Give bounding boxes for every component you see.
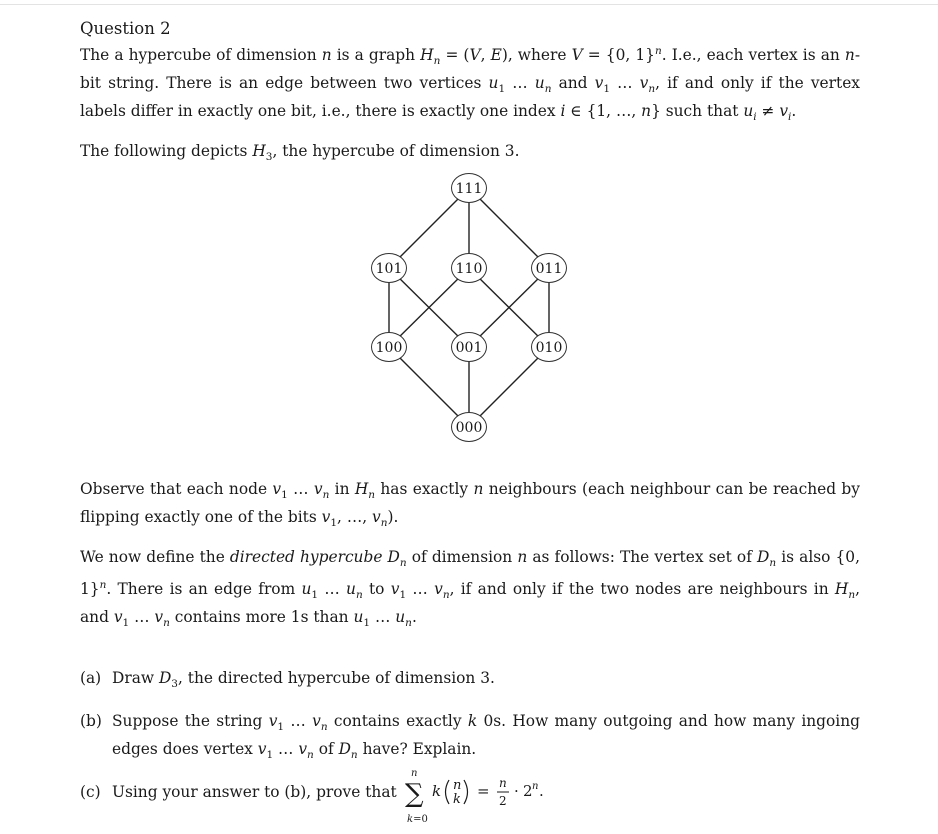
svg-text:.: . xyxy=(539,782,544,800)
question-title: Question 2 xyxy=(80,19,171,38)
svg-text:k=0: k=0 xyxy=(407,814,428,825)
svg-text:k: k xyxy=(432,782,442,800)
svg-text:∑: ∑ xyxy=(405,779,424,809)
node-101: 101 xyxy=(371,253,407,283)
sum-formula xyxy=(405,768,605,828)
svg-text:2: 2 xyxy=(499,794,507,808)
svg-text:n: n xyxy=(453,778,462,793)
svg-text:n: n xyxy=(411,768,418,779)
lower-text xyxy=(80,478,860,803)
part-c-text: Using your answer to (b), prove that xyxy=(112,782,397,801)
node-100: 100 xyxy=(371,332,407,362)
node-110: 110 xyxy=(451,253,487,283)
svg-text:·: · xyxy=(514,782,519,800)
node-010: 010 xyxy=(531,332,567,362)
svg-text:n: n xyxy=(532,781,539,792)
svg-text:2: 2 xyxy=(523,782,533,800)
node-001: 001 xyxy=(451,332,487,362)
node-111: 111 xyxy=(451,173,487,203)
question-text xyxy=(80,18,860,168)
node-011: 011 xyxy=(531,253,567,283)
top-rule xyxy=(0,4,938,5)
formula-svg xyxy=(405,768,605,828)
part-c-label: (c) xyxy=(80,782,101,801)
graph-edges xyxy=(369,172,569,442)
part-b xyxy=(80,710,860,766)
depicts-paragraph: The following depicts $H_3$, the hypercube of dimension 3. xyxy=(80,142,520,164)
part-b-text: Suppose the string $v_1$ … $v_n$ contains exactly k 0s. How many outgoing and how many ingoing edges does vertex $v_1$ … $v_n$ of $D_n$ have? Explain. xyxy=(112,711,860,761)
define-paragraph: We now define the directed hypercube $D_n$ of dimension n as follows: The vertex set of $D_n$ is also {0, 1}$^n$. There is an edge from $u_1$ … $u_n$ to $v_1$ … $v_n$, if and only if the two nodes are neighbours in $H_n$, and $v_1$ … $v_n$ contains more 1s than $u_1$ … $u_n$. xyxy=(80,548,860,630)
intro-paragraph: The a hypercube of dimension n is a graph $H_n = (V$, E), where V = {0, 1}$^n$. I.e., each vertex is an n-bit string. There is an edge between two vertices $u_1$ … $u_n$ and $v_1$ … $v_n$, if and only if the vertex labels differ in exactly one bit, i.e., there is exactly one index i ∈ {1, …, n} such that $u_i \ne v_i$. xyxy=(80,45,861,124)
part-b-label: (b) xyxy=(80,711,102,730)
hypercube-graph xyxy=(369,172,569,442)
observe-paragraph: Observe that each node $v_1$ … $v_n$ in $H_n$ has exactly n neighbours (each neighbour can be reached by flipping exactly one of the bits $v_1$, …, $v_n$). xyxy=(80,480,860,530)
svg-text:n: n xyxy=(499,776,507,790)
part-a-text: Draw $D_3$, the directed hypercube of dimension 3. xyxy=(112,668,495,690)
part-a-label: (a) xyxy=(80,668,102,687)
node-000: 000 xyxy=(451,412,487,442)
svg-text:k: k xyxy=(453,792,461,807)
part-a xyxy=(80,667,860,695)
svg-text:=: = xyxy=(477,782,490,800)
